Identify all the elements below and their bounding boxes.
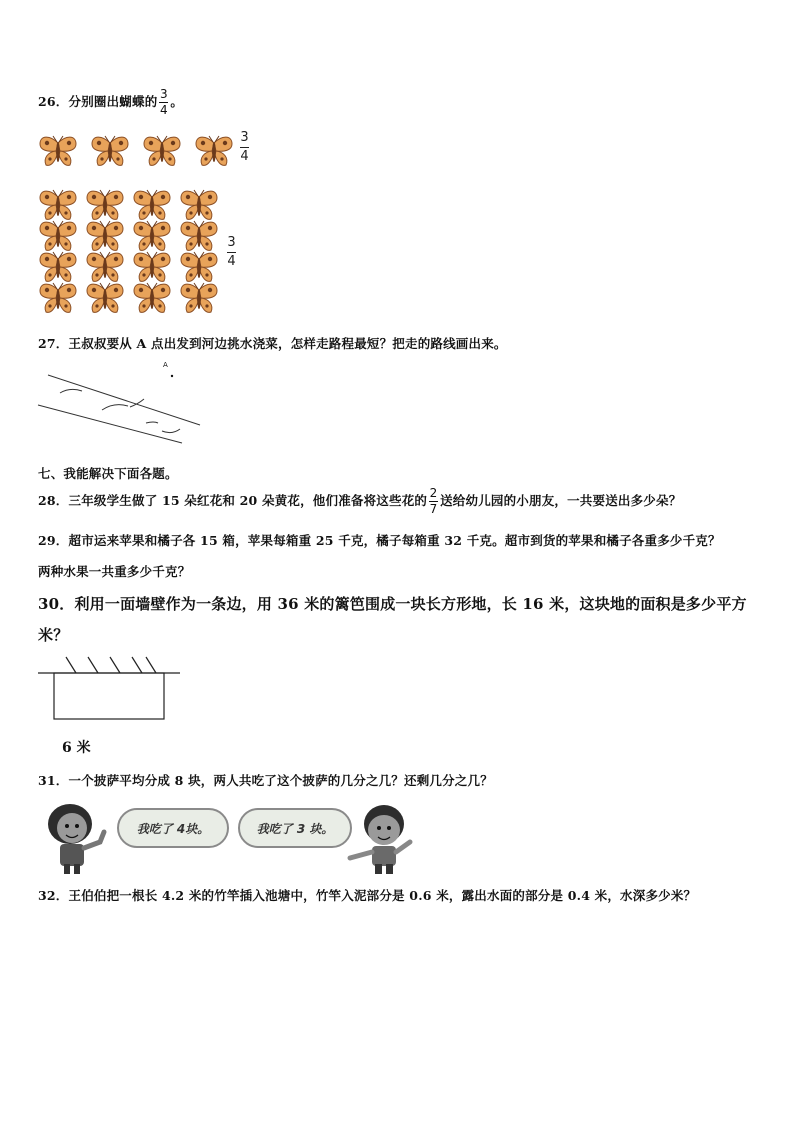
group-2-fraction: 3 4 bbox=[227, 235, 236, 269]
question-30-line-1: 30．利用一面墙壁作为一条边，用 36 米的篱笆围成一块长方形地，长 16 米，这块地的面积是多少平方 bbox=[38, 595, 747, 613]
fraction-2-7: $\frac{2}{7}$ bbox=[429, 486, 438, 516]
question-32: 32．王伯伯把一根长 4.2 米的竹竿插入池塘中，竹竿入泥部分是 0.6 米，露出水面的部分是 0.4 米，水深多少米？ bbox=[38, 888, 697, 903]
section-7-heading: 七、我能解决下面各题。 bbox=[38, 466, 178, 481]
point-a bbox=[171, 375, 173, 377]
group-1-fraction: 3 4 bbox=[240, 130, 249, 164]
butterfly-icon bbox=[85, 219, 125, 253]
wall-hatch-5 bbox=[146, 657, 156, 673]
butterfly-icon bbox=[194, 134, 234, 168]
butterfly-icon bbox=[132, 188, 172, 222]
butterfly-icon bbox=[179, 188, 219, 222]
girl-figure bbox=[36, 800, 114, 876]
question-29-line-1: 29．超市运来苹果和橘子各 15 箱，苹果每箱重 25 千克，橘子每箱重 32 千克。超市到货的苹果和橘子各重多少千克？ bbox=[38, 533, 721, 548]
butterfly-icon bbox=[85, 250, 125, 284]
water-wave-1 bbox=[60, 389, 82, 393]
river-diagram bbox=[30, 355, 210, 445]
speech-bubble-girl: 我吃了 4块。 bbox=[117, 808, 229, 848]
water-wave-4 bbox=[146, 422, 158, 423]
butterfly-icon bbox=[85, 188, 125, 222]
question-29-line-2: 两种水果一共重多少千克？ bbox=[38, 564, 191, 579]
butterfly-icon bbox=[179, 250, 219, 284]
butterfly-icon bbox=[85, 281, 125, 315]
butterfly-icon bbox=[90, 134, 130, 168]
butterfly-icon bbox=[179, 219, 219, 253]
fence-diagram bbox=[36, 653, 186, 725]
river-bank-upper bbox=[48, 375, 200, 425]
butterfly-icon bbox=[132, 250, 172, 284]
water-wave-2 bbox=[102, 405, 128, 410]
water-wave-5 bbox=[162, 429, 180, 433]
butterfly-icon bbox=[142, 134, 182, 168]
question-28: 28．三年级学生做了 15 朵红花和 20 朵黄花，他们准备将这些花的 $\frac{2}{7}$ 送给幼儿园的小朋友，一共要送出多少朵？ bbox=[38, 486, 682, 516]
butterfly-icon bbox=[132, 281, 172, 315]
fence-rectangle bbox=[54, 673, 164, 719]
wall-hatch-1 bbox=[66, 657, 76, 673]
butterfly-icon bbox=[38, 219, 78, 253]
question-26: 26．分别圈出蝴蝶的 $\frac{3}{4}$ 。 bbox=[38, 87, 184, 117]
butterfly-icon bbox=[38, 188, 78, 222]
wall-hatch-4 bbox=[132, 657, 142, 673]
butterfly-icon bbox=[38, 281, 78, 315]
boy-figure bbox=[340, 800, 420, 876]
point-a-label: A bbox=[163, 361, 168, 369]
width-label: 6 米 bbox=[62, 740, 91, 756]
butterfly-icon bbox=[179, 281, 219, 315]
speech-bubble-boy: 我吃了 3 块。 bbox=[238, 808, 352, 848]
question-31: 31．一个披萨平均分成 8 块，两人共吃了这个披萨的几分之几？还剩几分之几？ bbox=[38, 773, 493, 788]
butterfly-icon bbox=[38, 134, 78, 168]
butterfly-icon bbox=[132, 219, 172, 253]
question-30-line-2: 米？ bbox=[38, 626, 69, 644]
wall-hatch-3 bbox=[110, 657, 120, 673]
butterfly-icon bbox=[38, 250, 78, 284]
wall-hatch-2 bbox=[88, 657, 98, 673]
question-26-text: 26．分别圈出蝴蝶的 bbox=[38, 94, 158, 109]
question-27: 27．王叔叔要从 A 点出发到河边挑水浇菜，怎样走路程最短？把走的路线画出来。 bbox=[38, 336, 507, 351]
river-bank-lower bbox=[38, 405, 182, 443]
fraction-3-4: $\frac{3}{4}$ bbox=[159, 87, 168, 117]
